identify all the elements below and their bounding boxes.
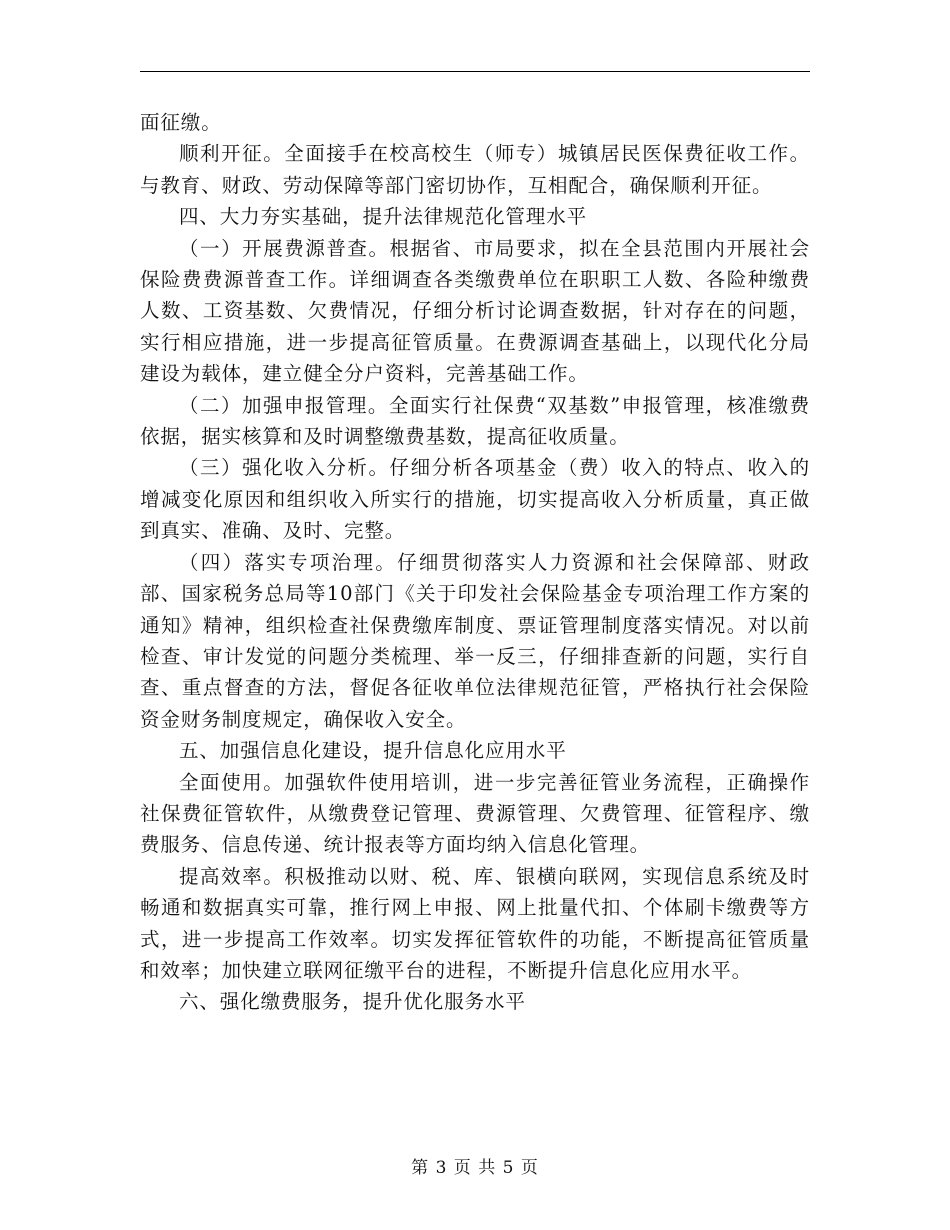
section-heading-5: 五、加强信息化建设，提升信息化应用水平 — [179, 739, 567, 763]
paragraph-full-use: 全面使用。加强软件使用培训，进一步完善征管业务流程，正确操作社保费征管软件，从缴费登记管理、费源管理、欠费管理、征管程序、缴费服务、信息传递、统计报表等方面均纳入信息化管理。 — [140, 770, 810, 857]
paragraph-declaration-management: （二）加强申报管理。全面实行社保费“双基数”申报管理，核准缴费依据，据实核算和及时调整缴费基数，提高征收质量。 — [140, 393, 810, 449]
paragraph-source-survey: （一）开展费源普查。根据省、市局要求，拟在全县范围内开展社会保险费费源普查工作。详细调查各类缴费单位在职职工人数、各险种缴费人数、工资基数、欠费情况，仔细分析讨论调查数据，针对存在的问题，实行相应措施，进一步提高征管质量。在费源调查基础上，以现代化分局建设为载体，建立健全分户资料，完善基础工作。 — [140, 236, 810, 386]
page-number-footer: 第 3 页 共 5 页 — [411, 1158, 539, 1178]
paragraph-income-analysis: （三）强化收入分析。仔细分析各项基金（费）收入的特点、收入的增减变化原因和组织收入所实行的措施，切实提高收入分析质量，真正做到真实、准确、及时、完整。 — [140, 456, 810, 543]
paragraph-continuation: 面征缴。 — [140, 111, 222, 134]
document-body — [140, 107, 810, 1018]
paragraph-special-governance: （四）落实专项治理。仔细贯彻落实人力资源和社会保障部、财政部、国家税务总局等10部门《关于印发社会保险基金专项治理工作方案的通知》精神，组织检查社保费缴库制度、票证管理制度落实情况。对以前检查、审计发觉的问题分类梳理、举一反三，仔细排查新的问题，实行自查、重点督查的方法，督促各征收单位法律规范征管，严格执行社会保险资金财务制度规定，确保收入安全。 — [140, 550, 810, 731]
paragraph-smooth-collection: 顺利开征。全面接手在校高校生（师专）城镇居民医保费征收工作。与教育、财政、劳动保障等部门密切协作，互相配合，确保顺利开征。 — [140, 142, 810, 197]
header-rule — [140, 71, 810, 72]
paragraph-improve-efficiency: 提高效率。积极推动以财、税、库、银横向联网，实现信息系统及时畅通和数据真实可靠，推行网上申报、网上批量代扣、个体刷卡缴费等方式，进一步提高工作效率。切实发挥征管软件的功能，不断提高征管质量和效率；加快建立联网征缴平台的进程，不断提升信息化应用水平。 — [140, 864, 810, 982]
section-heading-6: 六、强化缴费服务，提升优化服务水平 — [179, 990, 526, 1014]
section-heading-4: 四、大力夯实基础，提升法律规范化管理水平 — [179, 205, 588, 229]
